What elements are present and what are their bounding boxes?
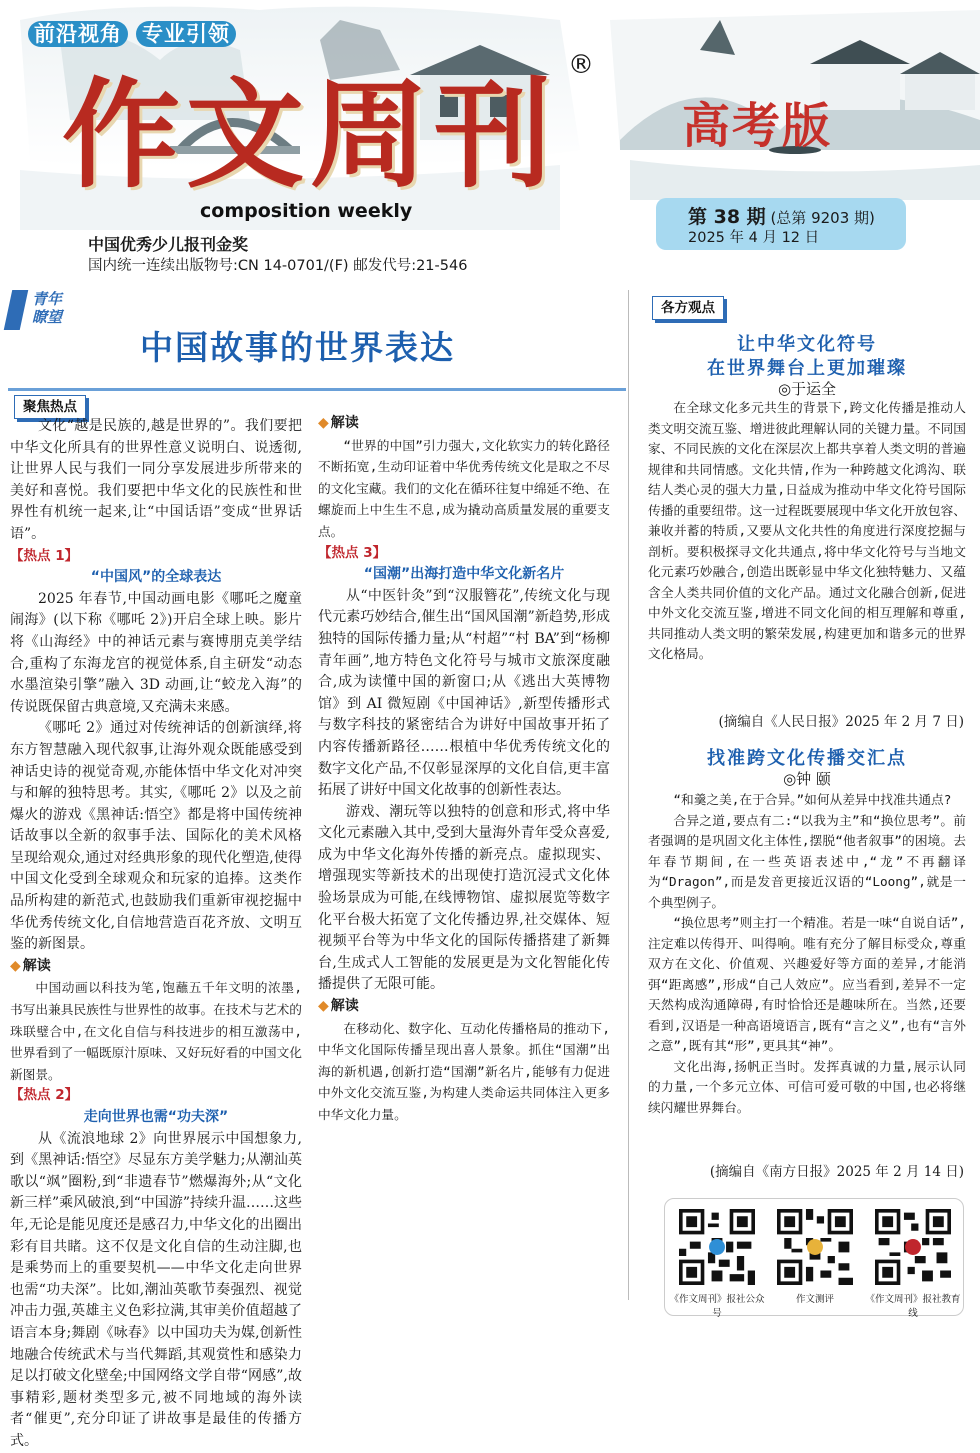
page-headline: 中国故事的世界表达: [140, 328, 455, 367]
hot1-read-label: ◆ 解读: [10, 956, 302, 978]
article-column-2: [318, 416, 610, 1316]
article1-source: (摘编自《人民日报》2025 年 2 月 7 日): [718, 714, 964, 730]
section-bar: [4, 290, 29, 330]
hot1-read-text: 中国动画以科技为笔,饱蘸五千年文明的浓墨,书写出兼具民族性与世界性的故事。在技术与艺术的珠联璧合中,在文化自信与科技进步的相互激荡中,世界看到了一幅既原汁原味、又好玩好看的中国文化新图景。: [10, 980, 302, 1082]
article-column-1: [10, 416, 302, 1449]
divider: [8, 388, 626, 391]
issue-date: 2025 年 4 月 12 日: [688, 230, 820, 246]
article2-paragraph-4: 文化出海,扬帆正当时。发挥真诚的力量,展示认同的力量,一个多元立体、可信可爱可敬的中国,也必将继续闪耀世界舞台。: [648, 1058, 966, 1115]
qr-caption-1: 《作文周刊》报社公众号: [669, 1294, 765, 1319]
hot3-read-label: ◆ 解读: [318, 996, 610, 1018]
qr-caption-2: 作文测评: [795, 1294, 834, 1305]
issue-number-main: 第 38 期: [688, 206, 766, 228]
hot3-title: “国潮”出海打造中华文化新名片: [363, 566, 565, 583]
hot2-read-text: “世界的中国”引力强大,文化软实力的转化路径不断拓宽,生动印证着中华优秀传统文化是取之不尽的文化宝藏。我们的文化在循环往复中绵延不绝、在螺旋而上中生生不息,成为撬动高质量发展的重要支点。: [318, 437, 610, 539]
article2-paragraph-3: “换位思考”则主打一个精准。若是一味“自说自话”,注定难以传得开、叫得响。唯有充分了解目标受众,尊重双方在文化、价值观、兴趣爱好等方面的差异,才能消弭“距离感”,形成“自己人效应”。应当看到,差异不一定天然构成沟通障碍,有时恰恰还是趣味所在。当然,还要看到,汉语是一种高语境语言,既有“言之义”,也有“言外之意”,既有其“形”,更具其“神”。: [648, 915, 966, 1053]
issue-number: [688, 202, 908, 226]
slogan-2: 专业引领: [136, 21, 236, 47]
qr-caption-3: 《作文周刊》报社教育线: [865, 1294, 961, 1319]
section-tag-text: [32, 290, 62, 326]
article1-paragraph: 在全球文化多元共生的背景下,跨文化传播是推动人类文明交流互鉴、增进彼此理解认同的关键力量。不同国家、不同民族的文化在深层次上都共享着人类文明的普遍规律和共同情感。文化共情,作为一种跨越文化鸿沟、联结人类心灵的强大力量,日益成为推动中华文化符号国际传播的重要纽带。这一过程既要展现中华文化开放包容、兼收并蓄的特质,又要从文化共性的角度进行深度挖掘与剖析。要积极探寻文化共通点,将中华文化符号与当地文化元素巧妙融合,创造出既彰显中华文化独特魅力、又蕴含全人类共同价值的文化产品。通过文化融合创新,促进中外文化交流互鉴,增进不同文化间的相互理解和尊重,共同推动人类文明的繁荣发展,构建更加和谐多元的世界文化格局。: [648, 400, 966, 661]
edition-title: 高考版: [682, 98, 833, 154]
hot1-label: 【热点 1】: [10, 547, 79, 564]
qr-code-3[interactable]: [875, 1209, 951, 1285]
intro-paragraph: 文化“越是民族的,越是世界的”。我们要把中华文化所具有的世界性意义说明白、说透彻,让世界人民与我们一同分享发展进步所带来的美好和喜悦。我们要把中华文化的民族性和世界性有机统一起来,让“中国话语”变成“世界话语”。: [10, 418, 302, 542]
hot3-read-text: 在移动化、数字化、互动化传播格局的推动下,中华文化国际传播呈现出喜人景象。抓住“国潮”出海的新机遇,创新打造“国潮”新名片,能够有力促进中外文化交流互鉴,为构建人类命运共同体注入更多中华文化力量。: [318, 1020, 610, 1122]
award-line: 中国优秀少儿报刊金奖: [88, 235, 249, 254]
hot3-label: 【热点 3】: [318, 544, 387, 561]
qr-code-panel: [664, 1198, 964, 1319]
hot1-title: “中国风”的全球表达: [90, 569, 222, 586]
issue-total: (总第 9203 期): [770, 209, 875, 227]
hot2-label: 【热点 2】: [10, 1087, 79, 1104]
qr-code-1[interactable]: [679, 1209, 755, 1285]
brand-english: composition weekly: [200, 200, 413, 222]
article2-paragraph-1: “和羹之美,在于合异。”如何从差异中找准共通点?: [673, 792, 952, 807]
hot3-paragraph-2: 游戏、潮玩等以独特的创意和形式,将中华文化元素融入其中,受到大量海外青年受众喜爱,成为中华文化海外传播的新亮点。虚拟现实、增强现实等新技术的出现使打造沉浸式文化体验场景成为可能,在线博物馆、虚拟展览等数字化平台极大拓宽了文化传播边界,社交媒体、短视频平台等为中华文化的国际传播搭建了新舞台,生成式人工智能的发展更是为文化智能化传播提供了无限可能。: [318, 803, 610, 993]
views-tag: 各方观点: [652, 296, 724, 320]
article2-author: ◎钟 颐: [783, 770, 831, 788]
hot1-paragraph-1: 2025 年春节,中国动画电影《哪吒之魔童闹海》(以下称《哪吒 2》)开启全球上映。影片将《山海经》中的神话元素与赛博朋克美学结合,重构了东海龙宫的视觉体系,自主研发“动态水墨渲染引擎”融入 3D 动画,让“蛟龙入海”的传说既保留古典意境,又充满未来感。: [10, 590, 302, 715]
hot3-paragraph-1: 从“中医针灸”到“汉服簪花”,传统文化与现代元素巧妙结合,催生出“国风国潮”新趋势,形成独特的国际传播力量;从“村超”“村 BA”到“杨柳青年画”,地方特色文化符号与城市文旅深度融合,成为读懂中国的新窗口;从《逃出大英博物馆》到 AI 微短剧《中国神话》,新型传播形式与数字科技的紧密结合为讲好中国故事开拓了内容传播新路径……根植中华优秀传统文化的数字文化产品,不仅彰显深厚的文化自信,更丰富拓展了讲好中国文化故事的创新性表达。: [318, 587, 610, 799]
column-divider: [628, 290, 629, 1300]
article2-source: (摘编自《南方日报》2025 年 2 月 14 日): [709, 1164, 964, 1180]
masthead: [0, 0, 980, 285]
issn-line: 国内统一连续出版物号:CN 14-0701/(F) 邮发代号:21-546: [88, 258, 468, 274]
slogan-1: 前沿视角: [28, 21, 128, 47]
article2-title: 找准跨文化传播交汇点: [707, 748, 907, 769]
article2-body: [648, 790, 966, 1190]
article1-author: ◎于运全: [777, 380, 837, 398]
article2-paragraph-2: 合异之道,要点有二:“以我为主”和“换位思考”。前者强调的是巩固文化主体性,摆脱“他者叙事”的困境。去年春节期间,在一些英语表述中,“龙”不再翻译为“Dragon”,而是发音更接近汉语的“Loong”,就是一个典型例子。: [648, 812, 966, 910]
qr-code-2[interactable]: [777, 1209, 853, 1285]
slogan: [28, 18, 278, 50]
hot1-paragraph-2: 《哪吒 2》通过对传统神话的创新演绎,将东方智慧融入现代叙事,让海外观众既能感受到神话史诗的视觉奇观,亦能体悟中华文化对冲突与和解的独特思考。其实,《哪吒 2》以及之前爆火的游戏《黑神话:悟空》都是将中国传统神话故事以全新的叙事手法、国际化的美术风格呈现给观众,通过对经典形象的现代化塑造,使得中国文化受到全球观众和玩家的追捧。这类作品所构建的新范式,也鼓励我们重新审视挖掘中华优秀传统文化,自信地营造百花齐放、文明互鉴的新图景。: [10, 720, 302, 953]
hot2-title: 走向世界也需“功夫深”: [83, 1109, 229, 1125]
registered-mark: ®: [568, 50, 594, 80]
section-tag: [8, 290, 88, 334]
hot2-paragraph-1: 从《流浪地球 2》向世界展示中国想象力,到《黑神话:悟空》尽显东方美学魅力;从潮汕英歌以“飒”圈粉,到“非遗春节”燃爆海外;从“文化新三样”乘风破浪,到“中国游”持续升温……这些年,无论是能见度还是感召力,中华文化的出圈出彩有目共睹。这不仅是文化自信的生动注脚,也是乘势而上的重要契机——中华文化走向世界也需“功夫深”。比如,潮汕英歌节奏强烈、视觉冲击力强,英雄主义色彩拉满,其审美价值超越了语言本身;舞剧《咏春》以中国功夫为媒,创新性地融合传统武术与当代舞蹈,其观赏性和感染力足以打破文化壁垒;中国网络文学自带“网感”,故事精彩,题材类型多元,被不同地域的海外读者“催更”,充分印证了讲故事是最佳的传播方式。: [10, 1130, 302, 1449]
article1-title-line2: 在世界舞台上更加璀璨: [707, 358, 907, 379]
brand-logo: 作文周刊: [62, 65, 559, 204]
section-tag-line1: 青年: [32, 290, 63, 308]
section-tag-line2: 瞭望: [32, 308, 63, 326]
hot2-read-label: ◆ 解读: [318, 413, 610, 435]
focus-tag: 聚焦热点: [14, 395, 86, 419]
column-2-flow: [318, 413, 610, 1126]
article1-title-line1: 让中华文化符号: [737, 334, 877, 355]
article1-body: [648, 398, 966, 728]
